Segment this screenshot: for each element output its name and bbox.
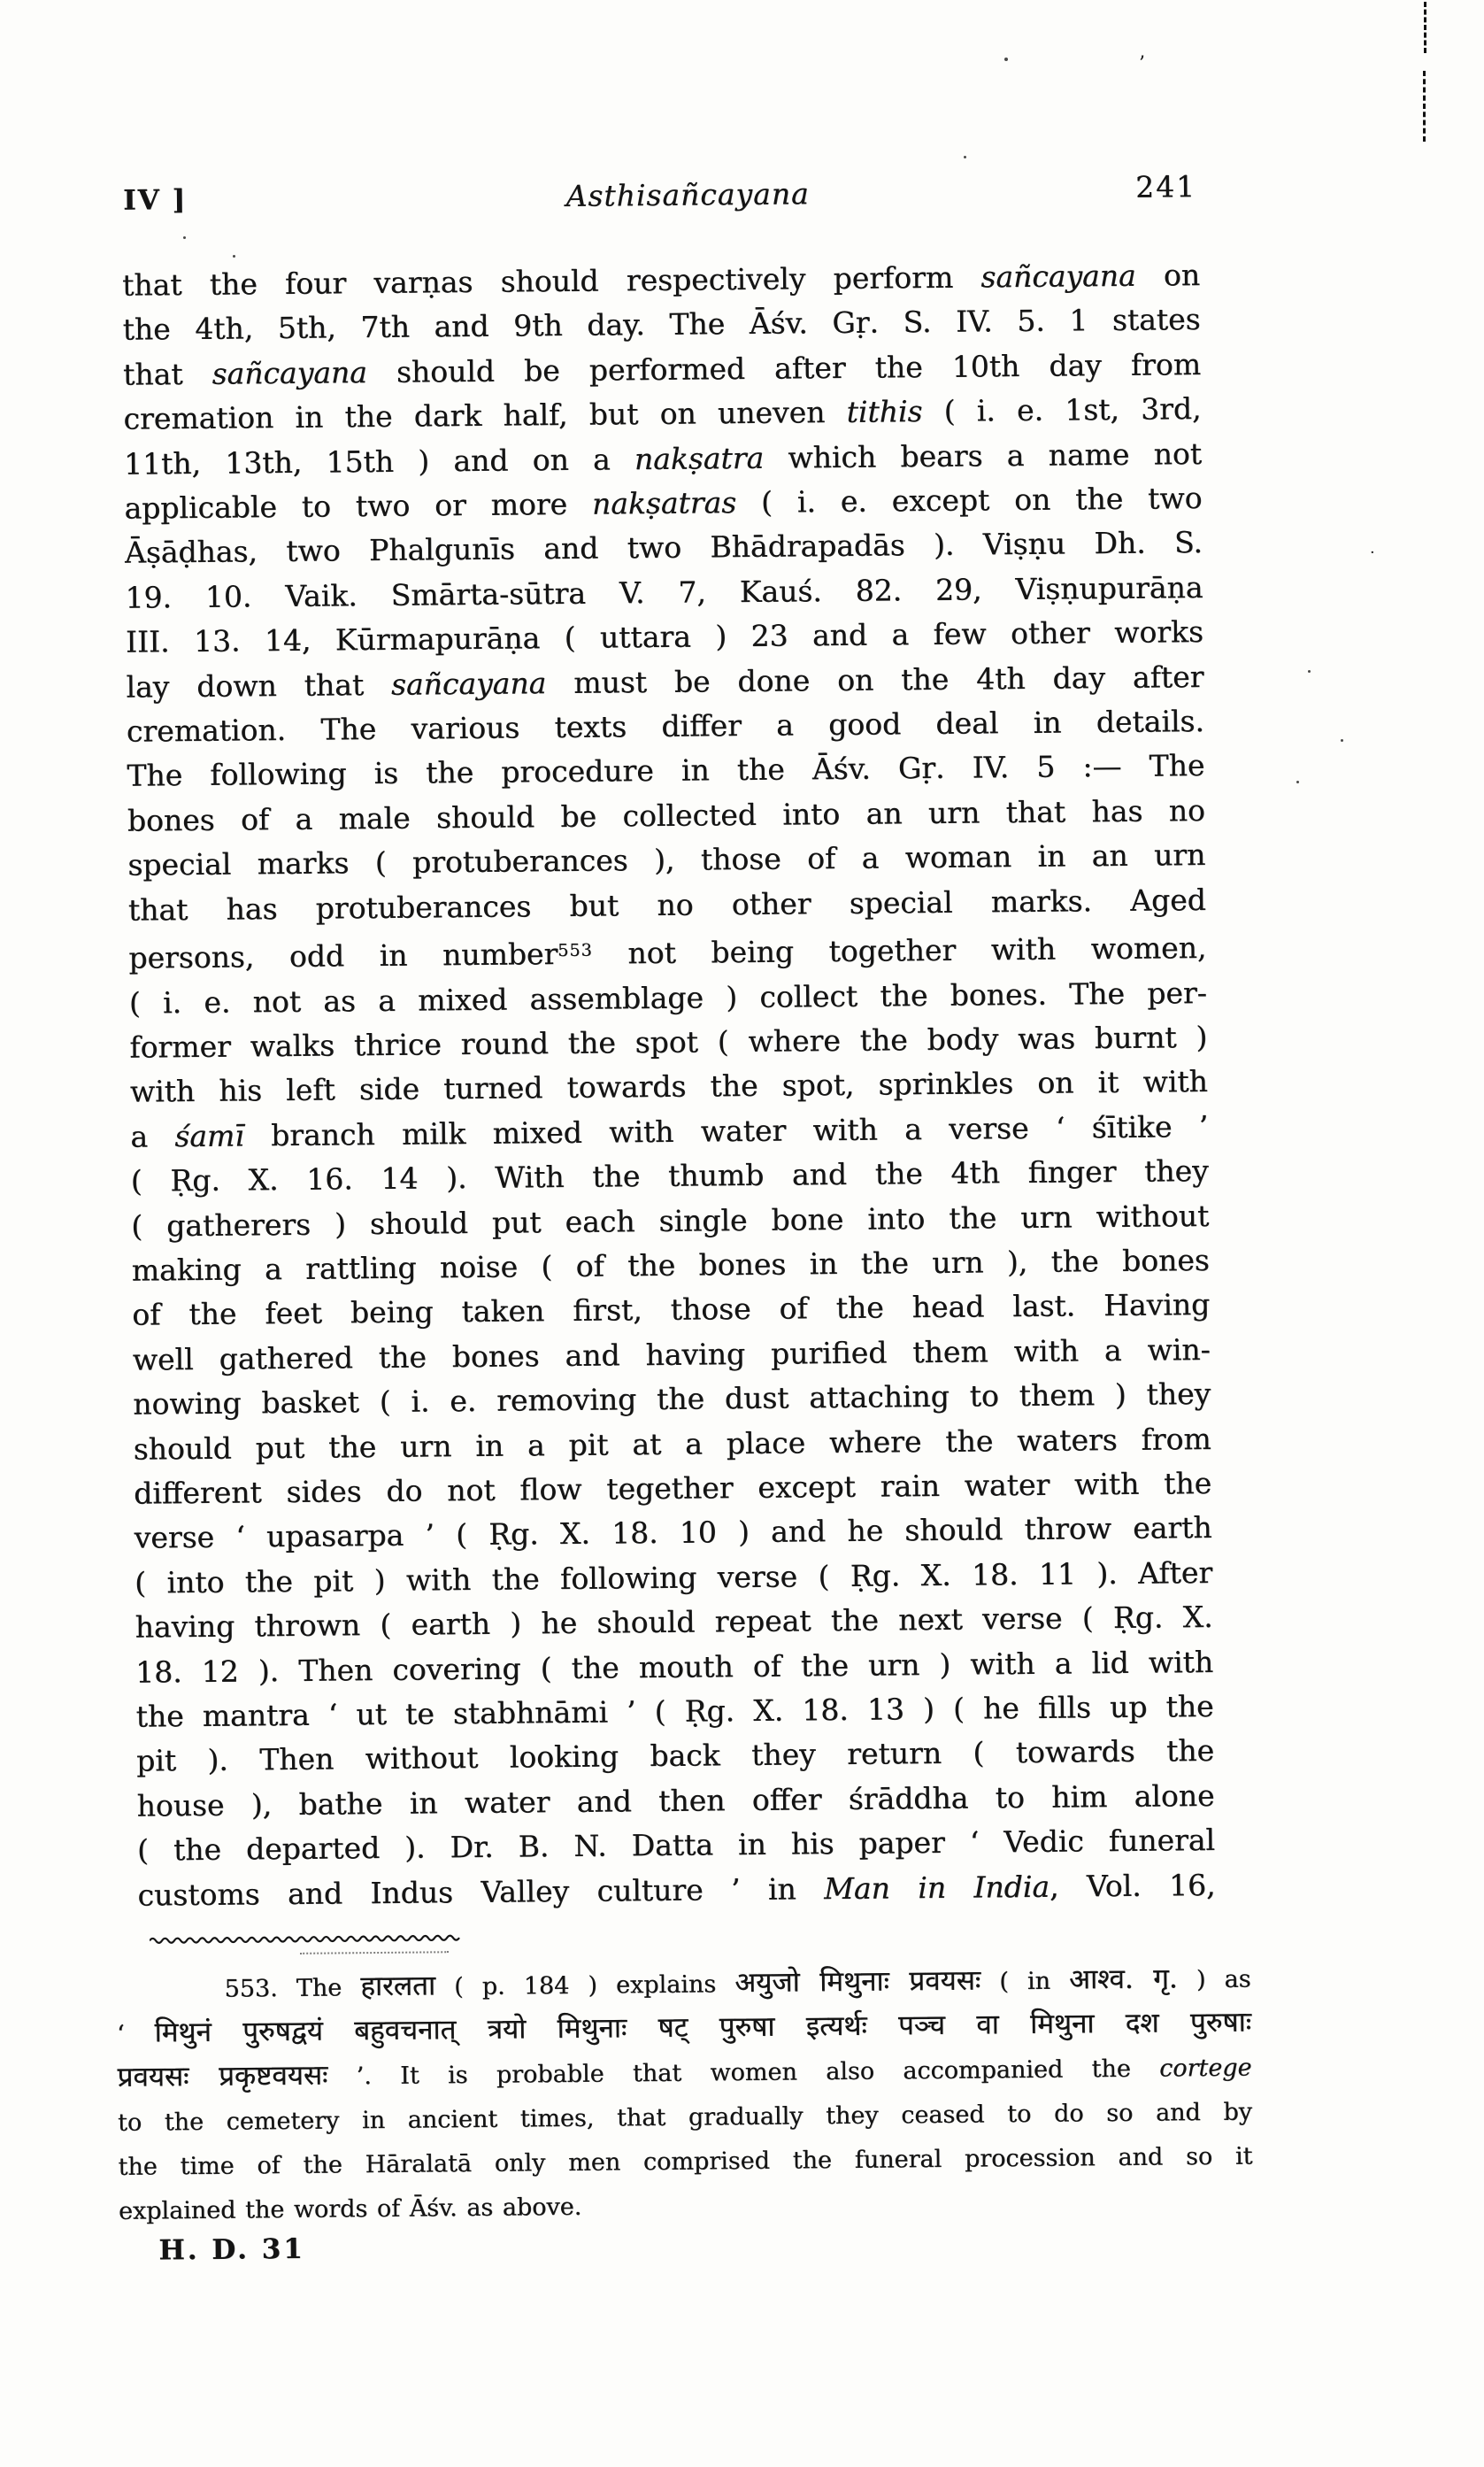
text-line: nowing basket ( i. e. removing the dust attaching to them ) they xyxy=(133,1376,1211,1422)
text-line: lay down that sañcayana must be done on the 4th day after xyxy=(126,659,1204,705)
text-line: pit ). Then without looking back they return ( towards the xyxy=(135,1733,1215,1779)
text-line: former walks thrice round the spot ( where the body was burnt ) xyxy=(129,1019,1208,1065)
text-line: of the feet being taken first, those of the head last. Having xyxy=(132,1287,1211,1332)
text-line: applicable to two or more nakṣatras ( i. e. except on the two xyxy=(124,481,1203,526)
scan-speck: ’ xyxy=(1139,53,1145,75)
text-line: persons, odd in number$^{553}$ not being together with women, xyxy=(128,930,1207,975)
scan-speck xyxy=(233,255,235,258)
text-line: III. 13. 14, Kūrmapurāṇa ( uttara ) 23 and a few other works xyxy=(125,614,1204,659)
section-mark: IV ] xyxy=(123,183,188,217)
text-line: ( the departed ). Dr. B. N. Datta in his paper ‘ Vedic funeral xyxy=(136,1823,1216,1868)
text-line: 11th, 13th, 15th ) and on a nakṣatra which bears a name not xyxy=(123,436,1203,482)
text-line: with his left side turned towards the spot, sprinkles on it with xyxy=(129,1064,1208,1109)
text-line: ( into the pit ) with the following verse ( Ṛg. X. 18. 11 ). After xyxy=(134,1554,1213,1600)
text-line: ( Ṛg. X. 16. 14 ). With the thumb and the 4th finger they xyxy=(130,1153,1209,1199)
text-line: 19. 10. Vaik. Smārta-sūtra V. 7, Kauś. 82. 29, Viṣṇupurāṇa xyxy=(125,569,1203,615)
main-text xyxy=(122,253,1216,1918)
text-line: customs and Indus Valley culture ’ in Man in India, Vol. 16, xyxy=(137,1867,1216,1913)
text-line: that has protuberances but no other special marks. Aged xyxy=(127,882,1207,928)
scan-speck xyxy=(964,156,966,158)
text-line: bones of a male should be collected into an urn that has no xyxy=(127,792,1206,838)
text-line: the 4th, 5th, 7th and 9th day. The Āśv. Gṛ. S. IV. 5. 1 states xyxy=(122,302,1201,348)
scan-speck xyxy=(183,236,186,239)
text-line: different sides do not flow tegether except rain water with the xyxy=(134,1465,1212,1511)
text-line: house ), bathe in water and then offer śrāddha to him alone xyxy=(136,1777,1215,1823)
text-line: well gathered the bones and having purified them with a win- xyxy=(132,1331,1211,1377)
text-line: should put the urn in a pit at a place where the waters from xyxy=(133,1421,1211,1467)
footnote-separator xyxy=(150,1931,461,1946)
text-line: verse ‘ upasarpa ’ ( Ṛg. X. 18. 10 ) and he should throw earth xyxy=(134,1510,1212,1555)
printer-signature: H. D. 31 xyxy=(158,2232,305,2267)
text-line: a śamī branch milk mixed with water with a verse ‘ śītike ’ xyxy=(130,1108,1209,1154)
text-line: 18. 12 ). Then covering ( the mouth of the urn ) with a lid with xyxy=(135,1644,1214,1690)
scan-speck xyxy=(1308,670,1311,673)
text-line: ( i. e. not as a mixed assemblage ) collect the bones. The per- xyxy=(128,975,1208,1021)
page-number: 241 xyxy=(1134,169,1197,204)
text-line: The following is the procedure in the Āśv. Gṛ. IV. 5 :— The xyxy=(127,748,1205,794)
text-line: cremation. The various texts differ a good deal in details. xyxy=(126,704,1205,749)
text-line: that sañcayana should be performed after the 10th day from xyxy=(122,346,1202,392)
text-line: Āṣāḍhas, two Phalgunīs and two Bhādrapadās ). Viṣṇu Dh. S. xyxy=(124,525,1203,571)
running-title: Asthisañcayana xyxy=(565,176,810,213)
footnote xyxy=(116,1958,1253,2234)
text-line: ( gatherers ) should put each single bone into the urn without xyxy=(131,1198,1210,1244)
text-line: that the four varṇas should respectively perform sañcayana on xyxy=(121,257,1201,303)
text-line: explained the words of Āśv. as above. xyxy=(118,2193,582,2225)
scan-speck xyxy=(1004,58,1008,61)
scan-speck xyxy=(1296,781,1299,783)
text-line: ‘ मिथुनं पुरुषद्वयं बहुवचनात् त्रयो मिथुनाः षट् पुरुषा इत्यर्थः पञ्च वा मिथुना दश पुरुषाः xyxy=(116,2006,1252,2049)
text-line: 553. The हारलता ( p. 184 ) explains अयुजो मिथुनाः प्रवयसः ( in आश्व. गृ. ) as xyxy=(224,1962,1251,2003)
footnote-separator-ghost xyxy=(300,1951,449,1954)
scan-speck: · xyxy=(1370,544,1375,562)
text-line: प्रवयसः प्रकृष्टवयसः ’. It is probable that women also accompanied the cortege xyxy=(117,2054,1252,2093)
text-line: having thrown ( earth ) he should repeat the next verse ( Ṛg. X. xyxy=(135,1600,1213,1645)
scan-artifact-dashed-line xyxy=(1424,2,1426,53)
text-line: making a rattling noise ( of the bones in the urn ), the bones xyxy=(131,1242,1210,1288)
scan-speck xyxy=(1341,739,1343,742)
text-line: the time of the Hāralatā only men comprised the funeral procession and so it xyxy=(118,2142,1253,2181)
text-line: cremation in the dark half, but on uneven tithis ( i. e. 1st, 3rd, xyxy=(123,391,1202,436)
scan-artifact-dashed-line xyxy=(1423,71,1426,142)
text-line: the mantra ‘ ut te stabhnāmi ’ ( Ṛg. X. 18. 13 ) ( he fills up the xyxy=(135,1688,1214,1734)
page-header xyxy=(2,166,1484,227)
text-line: to the cemetery in ancient times, that gradually they ceased to do so and by xyxy=(117,2098,1253,2137)
text-line: special marks ( protuberances ), those of a woman in an urn xyxy=(127,837,1206,883)
